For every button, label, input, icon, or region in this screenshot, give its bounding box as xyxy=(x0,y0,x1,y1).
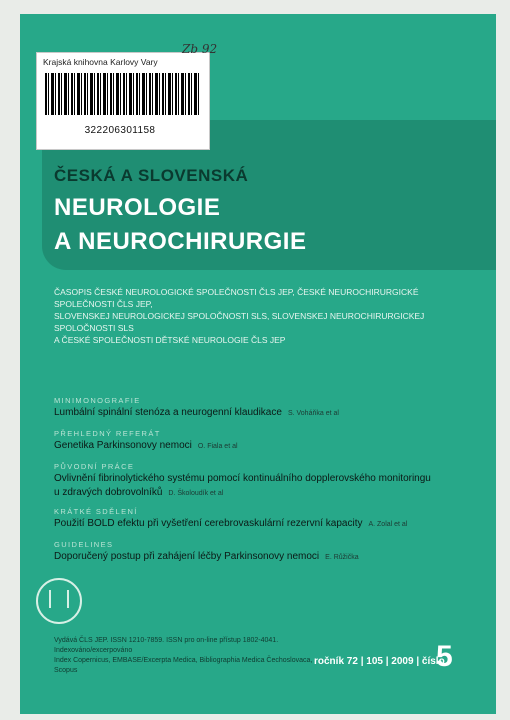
contents-section-minimonografie xyxy=(54,396,484,420)
article-author: D. Školoudík et al xyxy=(168,490,224,497)
section-label: GUIDELINES xyxy=(54,540,114,549)
society-statement xyxy=(54,286,474,346)
publisher-info xyxy=(54,636,334,676)
article-title[interactable] xyxy=(54,517,484,531)
article-author: E. Růžička xyxy=(325,554,359,561)
issue-number: 5 xyxy=(436,640,453,673)
article-title-continued[interactable] xyxy=(54,486,484,500)
article-title[interactable] xyxy=(54,472,484,485)
article-author: O. Fiala et al xyxy=(197,443,238,450)
article-author: A. Zolal et al xyxy=(368,521,408,528)
society-line: SLOVENSKEJ NEUROLOGICKEJ SPOLOČNOSTI SLS, SLOVENSKEJ NEUROCHIRURGICKEJ SPOLOČNOSTI SLS xyxy=(54,311,425,333)
journal-supertitle: ČESKÁ A SLOVENSKÁ xyxy=(54,166,249,185)
society-logo-icon xyxy=(36,578,82,624)
article-title-text: Ovlivnění fibrinolytického systému pomocí kontinuálního dopplerovského monitoringu xyxy=(54,473,431,484)
barcode-number: 322206301158 xyxy=(84,125,156,136)
section-label: KRÁTKÉ SDĚLENÍ xyxy=(54,507,138,516)
issue-info: ročník 72 | 105 | 2009 | číslo xyxy=(314,656,445,667)
journal-title-line1: NEUROLOGIE xyxy=(54,194,221,221)
article-title[interactable] xyxy=(54,406,484,420)
article-title[interactable] xyxy=(54,439,484,453)
journal-title-line2: A NEUROCHIRURGIE xyxy=(54,228,307,255)
library-name: Krajská knihovna Karlovy Vary xyxy=(43,57,158,67)
article-title-text: Použití BOLD efektu při vyšetření cerebrovaskulární rezervní kapacity xyxy=(54,518,363,529)
contents-section-puvodni-prace xyxy=(54,462,484,500)
caduceus-icon xyxy=(49,590,69,608)
handwritten-note: Zb 92 xyxy=(182,42,218,56)
library-barcode-label xyxy=(36,52,210,150)
publisher-line: Vydává ČLS JEP. ISSN 1210-7859. ISSN pro on-line přístup 1802-4041. xyxy=(54,637,279,644)
article-title-text: Genetika Parkinsonovy nemoci xyxy=(54,440,192,451)
indexing-line: Index Copernicus, EMBASE/Excerpta Medica, Bibliographia Medica Čechoslovaca, Scopus xyxy=(54,657,313,674)
contents-section-kratke-sdeleni xyxy=(54,507,484,531)
section-label: PŘEHLEDNÝ REFERÁT xyxy=(54,429,161,438)
article-author: S. Voháňka et al xyxy=(287,410,339,417)
barcode-bars xyxy=(45,73,199,115)
society-line: A ČESKÉ SPOLEČNOSTI DĚTSKÉ NEUROLOGIE ČLS JEP xyxy=(54,335,286,345)
indexing-label: Indexováno/excerpováno xyxy=(54,647,133,654)
society-line: ČASOPIS ČESKÉ NEUROLOGICKÉ SPOLEČNOSTI ČLS JEP, ČESKÉ NEUROCHIRURGICKÉ SPOLEČNOSTI ČLS JEP, xyxy=(54,287,419,309)
section-label: MINIMONOGRAFIE xyxy=(54,396,141,405)
article-title[interactable] xyxy=(54,550,484,564)
section-label: PŮVODNÍ PRÁCE xyxy=(54,462,135,471)
contents-section-prehledny-referat xyxy=(54,429,484,453)
article-title-text: Lumbální spinální stenóza a neurogenní klaudikace xyxy=(54,407,282,418)
article-title-text: Doporučený postup při zahájení léčby Parkinsonovy nemoci xyxy=(54,551,320,562)
contents-section-guidelines xyxy=(54,540,484,564)
article-title-text: u zdravých dobrovolníků xyxy=(54,487,163,498)
